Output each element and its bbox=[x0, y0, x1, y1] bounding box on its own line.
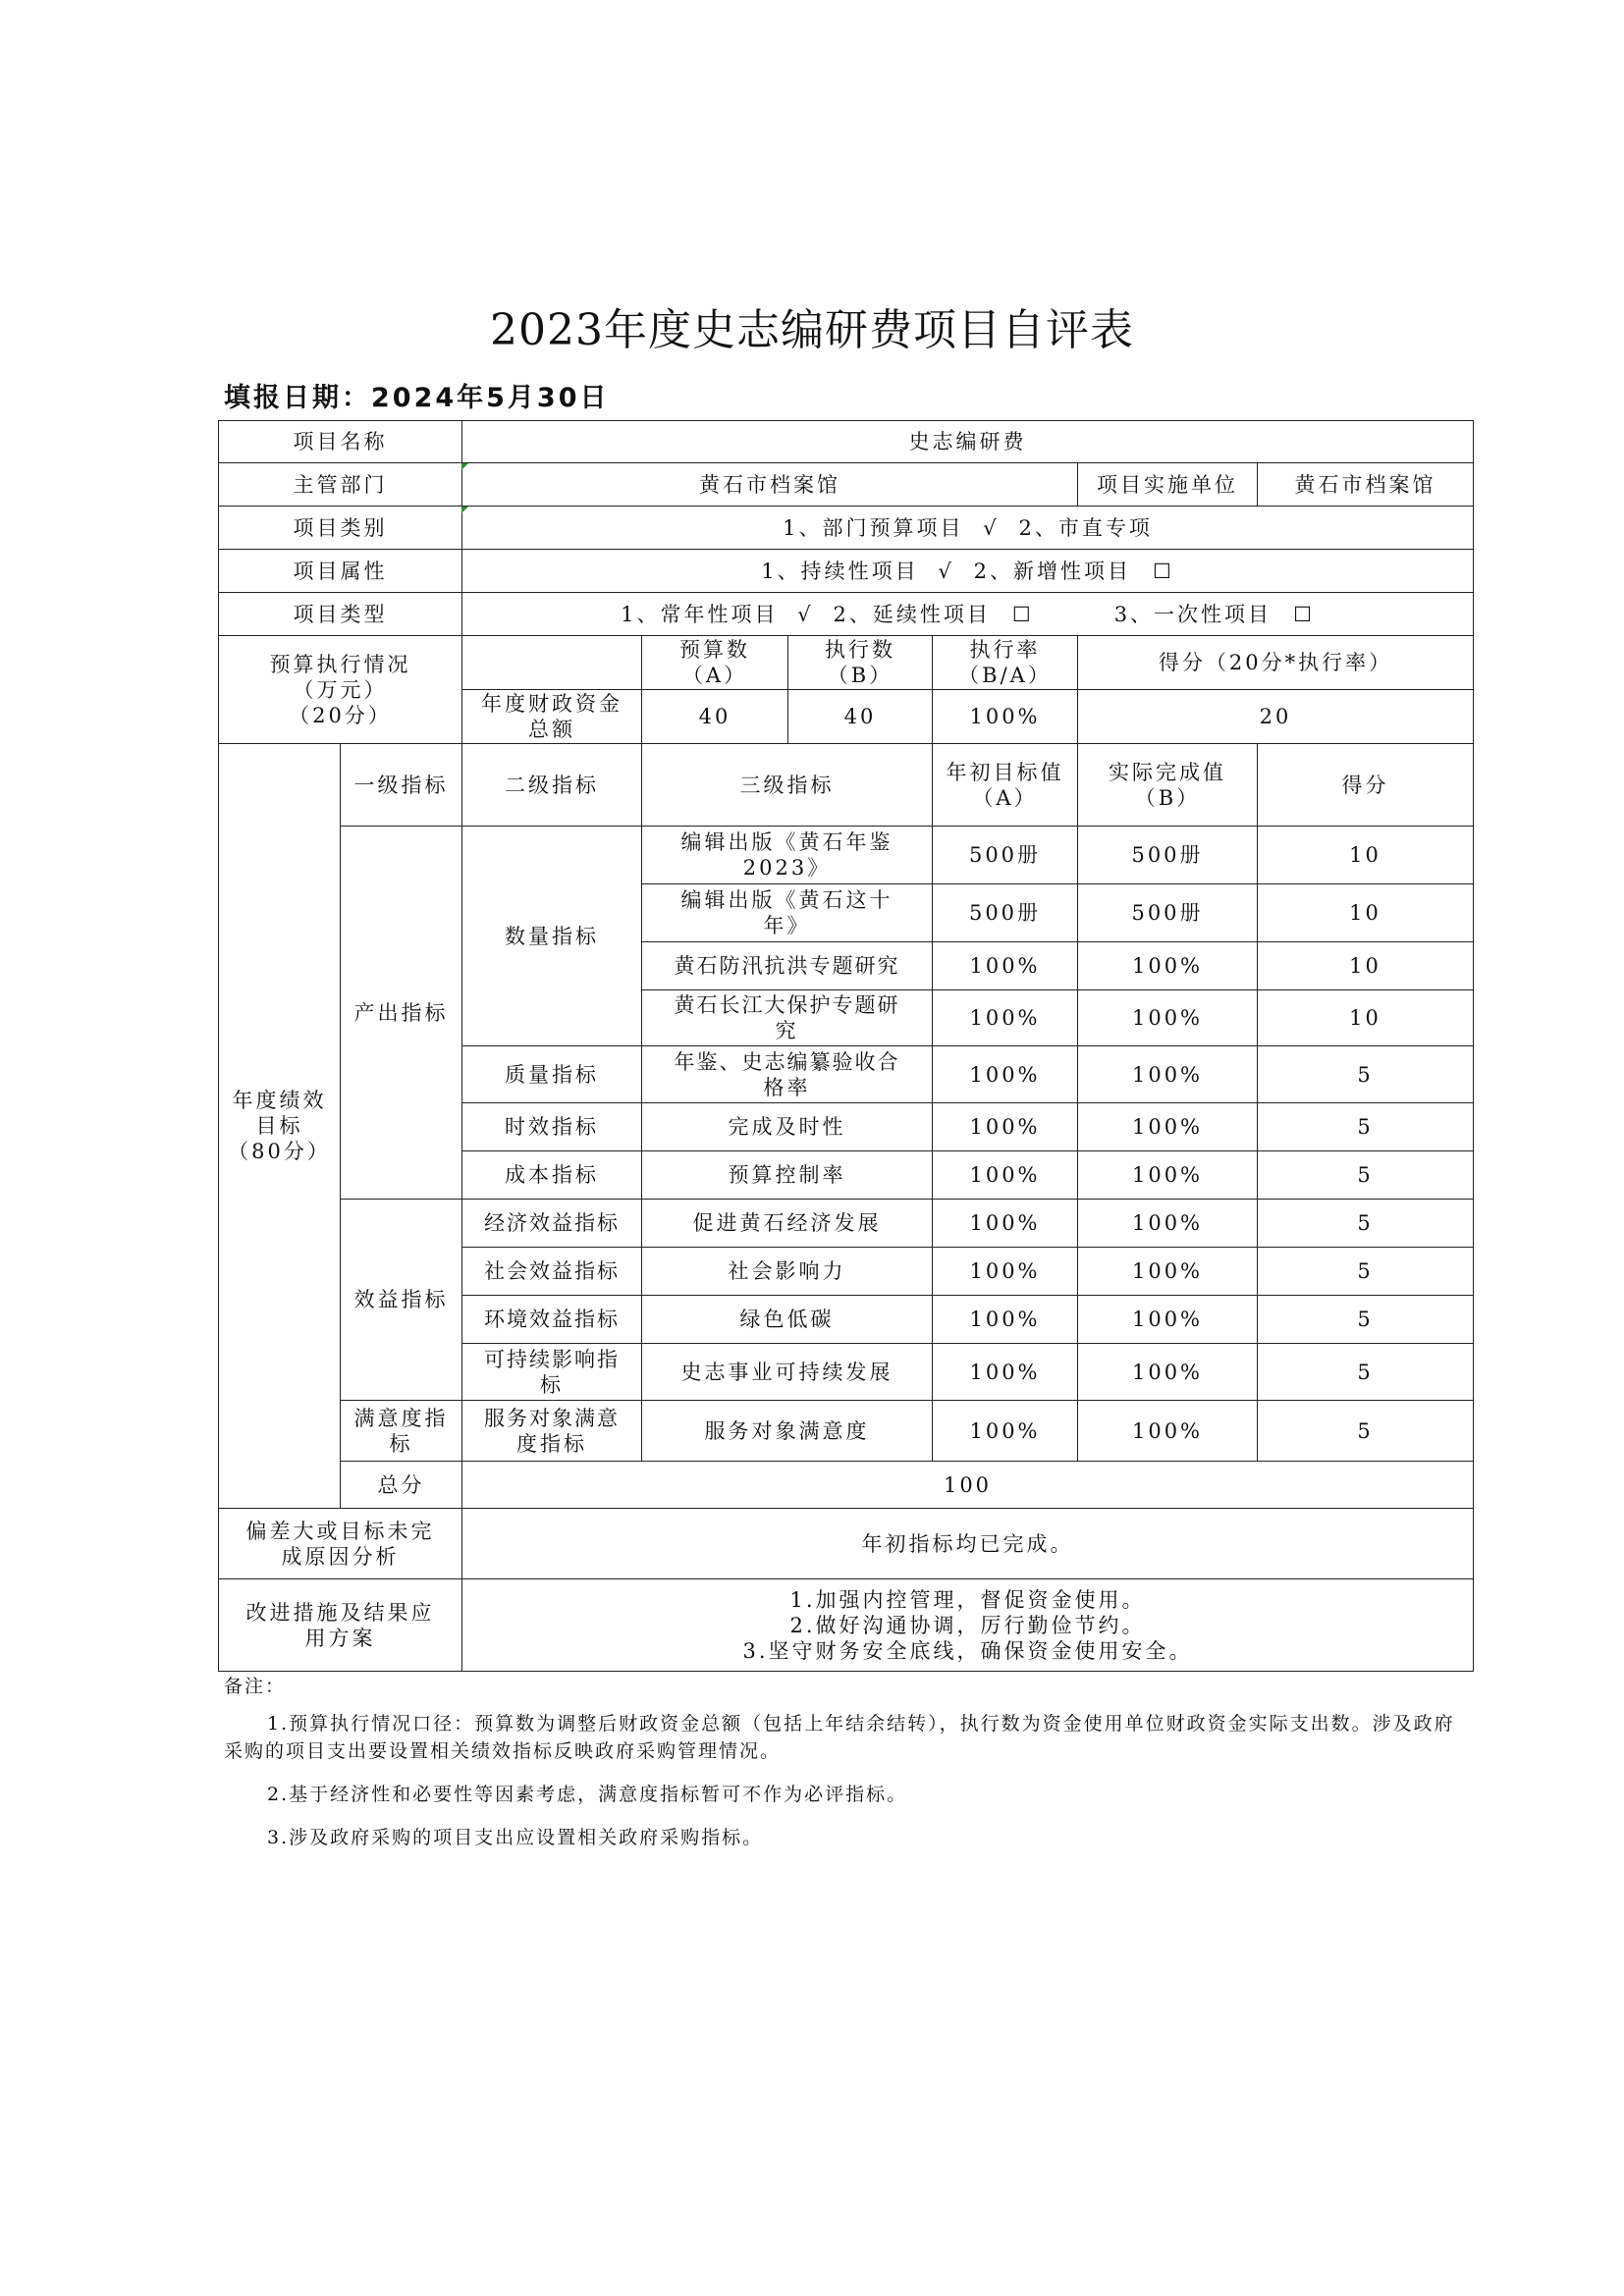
header-actual bbox=[1078, 744, 1258, 827]
col-rate-line1: 执行率 bbox=[969, 638, 1041, 662]
notes bbox=[224, 1673, 1473, 1867]
improvement-label-line2: 用方案 bbox=[304, 1626, 376, 1650]
dept-label: 主管部门 bbox=[219, 463, 462, 507]
sustain-indicator-label bbox=[462, 1344, 642, 1401]
deviation-label-line1: 偏差大或目标未完 bbox=[245, 1519, 435, 1543]
target-value: 100% bbox=[933, 1151, 1078, 1200]
header-target bbox=[933, 744, 1078, 827]
indicator-name: 完成及时性 bbox=[642, 1103, 933, 1151]
indicator-name-line2: 2023》 bbox=[742, 856, 832, 880]
header-level1: 一级指标 bbox=[341, 744, 462, 827]
sustain-label-line2: 标 bbox=[540, 1372, 564, 1397]
target-value: 100% bbox=[933, 942, 1078, 990]
indicator-name-line2: 究 bbox=[775, 1019, 799, 1042]
header-level2: 二级指标 bbox=[462, 744, 642, 827]
row-score: 5 bbox=[1258, 1103, 1474, 1151]
score-value: 20 bbox=[1078, 690, 1474, 744]
improvement-label-line1: 改进措施及结果应 bbox=[245, 1600, 435, 1625]
note-3: 3.涉及政府采购的项目支出应设置相关政府采购指标。 bbox=[267, 1827, 764, 1848]
satisfaction-label-line2: 标 bbox=[389, 1431, 413, 1456]
benefit-indicator-label: 效益指标 bbox=[341, 1200, 462, 1401]
indicator-name bbox=[642, 884, 933, 942]
budget-col-score: 得分（20分*执行率） bbox=[1078, 636, 1474, 690]
project-name-label: 项目名称 bbox=[219, 421, 462, 463]
budget-row-label-line2: 总额 bbox=[528, 718, 575, 741]
target-value: 500册 bbox=[933, 827, 1078, 884]
total-value: 100 bbox=[462, 1462, 1474, 1509]
type-label: 项目类型 bbox=[219, 593, 462, 636]
actual-value: 100% bbox=[1078, 1248, 1258, 1296]
department-row bbox=[219, 463, 1474, 507]
perf-label-line1: 年度绩效 bbox=[232, 1089, 327, 1112]
total-row bbox=[219, 1462, 1474, 1509]
cell-comment-marker bbox=[461, 507, 468, 513]
actual-value: 100% bbox=[1078, 942, 1258, 990]
type-opt3: 3、一次性项目 bbox=[1113, 602, 1272, 626]
target-value: 100% bbox=[933, 990, 1078, 1046]
row-score: 5 bbox=[1258, 1344, 1474, 1401]
col-budget-line1: 预算数 bbox=[679, 638, 750, 662]
satisfaction-label-line1: 满意度指 bbox=[353, 1406, 449, 1430]
actual-value: 100% bbox=[1078, 1344, 1258, 1401]
note-2: 2.基于经济性和必要性等因素考虑，满意度指标暂可不作为必评指标。 bbox=[267, 1784, 908, 1805]
row-score: 5 bbox=[1258, 1151, 1474, 1200]
header-level3: 三级指标 bbox=[642, 744, 933, 827]
col-rate-line2: （B/A） bbox=[958, 664, 1052, 687]
attribute-row bbox=[219, 550, 1474, 593]
notes-head: 备注： bbox=[224, 1676, 287, 1697]
indicator-name: 绿色低碳 bbox=[642, 1296, 933, 1344]
improvement-line3: 3.坚守财务安全底线，确保资金使用安全。 bbox=[742, 1638, 1193, 1663]
service-label-line2: 度指标 bbox=[516, 1431, 587, 1456]
rate-value: 100% bbox=[933, 690, 1078, 744]
table-row bbox=[219, 827, 1474, 884]
indicator-name bbox=[642, 1046, 933, 1103]
type-options bbox=[462, 593, 1474, 636]
impl-value: 黄石市档案馆 bbox=[1258, 463, 1474, 507]
category-options bbox=[462, 507, 1474, 550]
col-budget-line2: （A） bbox=[681, 664, 748, 687]
improvement-label bbox=[219, 1579, 462, 1672]
output-indicator-label: 产出指标 bbox=[341, 827, 462, 1200]
target-value: 100% bbox=[933, 1103, 1078, 1151]
indicator-name-line2: 年》 bbox=[763, 914, 811, 937]
budget-value: 40 bbox=[642, 690, 788, 743]
cell-comment-marker bbox=[461, 463, 468, 470]
checkbox-empty-icon: ☐ bbox=[1011, 602, 1034, 626]
fill-date: 填报日期：2024年5月30日 bbox=[224, 383, 610, 413]
social-indicator-label: 社会效益指标 bbox=[462, 1248, 642, 1296]
attr-label: 项目属性 bbox=[219, 550, 462, 593]
type-opt1: 1、常年性项目 bbox=[621, 602, 779, 626]
environment-indicator-label: 环境效益指标 bbox=[462, 1296, 642, 1344]
indicator-name-line2: 格率 bbox=[763, 1075, 811, 1099]
perf-label-line2: 目标 bbox=[255, 1114, 303, 1138]
performance-header-row bbox=[219, 744, 1474, 827]
row-score: 10 bbox=[1258, 942, 1474, 990]
budget-values bbox=[642, 690, 933, 744]
improvement-value bbox=[462, 1579, 1474, 1672]
timeliness-indicator-label: 时效指标 bbox=[462, 1103, 642, 1151]
category-opt1: 1、部门预算项目 bbox=[783, 515, 964, 540]
actual-value: 100% bbox=[1078, 990, 1258, 1046]
budget-row-label-line1: 年度财政资金 bbox=[481, 692, 623, 716]
actual-value: 100% bbox=[1078, 1401, 1258, 1462]
indicator-name-line1: 编辑出版《黄石年鉴 bbox=[680, 830, 893, 854]
service-indicator-label bbox=[462, 1401, 642, 1462]
row-score: 5 bbox=[1258, 1046, 1474, 1103]
budget-label-line1: 预算执行情况 bbox=[269, 652, 411, 676]
checkbox-empty-icon: ☐ bbox=[1152, 559, 1174, 583]
actual-value: 500册 bbox=[1078, 884, 1258, 942]
attr-options bbox=[462, 550, 1474, 593]
target-value: 100% bbox=[933, 1046, 1078, 1103]
target-value: 100% bbox=[933, 1296, 1078, 1344]
indicator-name-line1: 黄石长江大保护专题研 bbox=[674, 993, 900, 1017]
row-score: 10 bbox=[1258, 827, 1474, 884]
performance-label bbox=[219, 744, 341, 1509]
dept-value: 黄石市档案馆 bbox=[462, 463, 1078, 507]
table-row bbox=[219, 1401, 1474, 1462]
indicator-name: 服务对象满意度 bbox=[642, 1401, 933, 1462]
actual-value: 100% bbox=[1078, 1046, 1258, 1103]
check-mark-icon: √ bbox=[797, 602, 814, 626]
note-1: 1.预算执行情况口径：预算数为调整后财政资金总额（包括上年结余结转），执行数为资金使用单位财政资金实际支出数。涉及政府采购的项目支出要设置相关绩效指标反映政府采购管理情况。 bbox=[224, 1713, 1455, 1762]
budget-label-line2: （万元） bbox=[293, 677, 388, 702]
exec-value: 40 bbox=[843, 705, 877, 728]
budget-label bbox=[219, 636, 462, 744]
deviation-label-line2: 成原因分析 bbox=[281, 1544, 400, 1569]
deviation-row bbox=[219, 1509, 1474, 1579]
service-label-line1: 服务对象满意 bbox=[484, 1406, 620, 1430]
row-score: 10 bbox=[1258, 990, 1474, 1046]
indicator-name: 社会影响力 bbox=[642, 1248, 933, 1296]
actual-value: 100% bbox=[1078, 1103, 1258, 1151]
category-label: 项目类别 bbox=[219, 507, 462, 550]
project-name-value: 史志编研费 bbox=[462, 421, 1474, 463]
perf-label-line3: （80分） bbox=[228, 1140, 331, 1163]
row-score: 5 bbox=[1258, 1401, 1474, 1462]
actual-value: 100% bbox=[1078, 1151, 1258, 1200]
improvement-line2: 2.做好沟通协调，厉行勤俭节约。 bbox=[789, 1613, 1146, 1637]
total-label: 总分 bbox=[341, 1462, 462, 1509]
col-exec-line1: 执行数 bbox=[825, 638, 895, 662]
satisfaction-indicator-label bbox=[341, 1401, 462, 1462]
cost-indicator-label: 成本指标 bbox=[462, 1151, 642, 1200]
row-score: 5 bbox=[1258, 1200, 1474, 1248]
self-evaluation-table bbox=[218, 420, 1474, 1672]
checkbox-empty-icon: ☐ bbox=[1293, 602, 1315, 626]
economic-indicator-label: 经济效益指标 bbox=[462, 1200, 642, 1248]
indicator-name: 预算控制率 bbox=[642, 1151, 933, 1200]
header-actual-line1: 实际完成值 bbox=[1109, 760, 1226, 784]
indicator-name-line1: 编辑出版《黄石这十 bbox=[680, 888, 893, 912]
quantity-indicator-label: 数量指标 bbox=[462, 827, 642, 1046]
header-target-line1: 年初目标值 bbox=[946, 760, 1064, 784]
indicator-name: 促进黄石经济发展 bbox=[642, 1200, 933, 1248]
improvement-row bbox=[219, 1579, 1474, 1672]
header-actual-line2: （B） bbox=[1134, 785, 1201, 810]
page-title: 2023年度史志编研费项目自评表 bbox=[490, 305, 1134, 355]
deviation-value: 年初指标均已完成。 bbox=[462, 1509, 1474, 1579]
type-row bbox=[219, 593, 1474, 636]
actual-value: 100% bbox=[1078, 1200, 1258, 1248]
col-exec-line2: （B） bbox=[827, 664, 893, 687]
target-value: 100% bbox=[933, 1200, 1078, 1248]
indicator-name: 黄石防汛抗洪专题研究 bbox=[642, 942, 933, 990]
check-mark-icon: √ bbox=[983, 515, 1000, 540]
actual-value: 100% bbox=[1078, 1296, 1258, 1344]
budget-label-line3: （20分） bbox=[289, 703, 392, 727]
impl-label: 项目实施单位 bbox=[1078, 463, 1258, 507]
category-opt2: 2、市直专项 bbox=[1018, 515, 1153, 540]
row-score: 5 bbox=[1258, 1296, 1474, 1344]
sustain-label-line1: 可持续影响指 bbox=[484, 1347, 620, 1371]
budget-row-label bbox=[462, 690, 642, 744]
target-value: 100% bbox=[933, 1401, 1078, 1462]
indicator-name-line1: 年鉴、史志编纂验收合 bbox=[674, 1049, 900, 1074]
row-score: 5 bbox=[1258, 1248, 1474, 1296]
attr-opt2: 2、新增性项目 bbox=[973, 559, 1131, 583]
target-value: 100% bbox=[933, 1344, 1078, 1401]
project-name-row bbox=[219, 421, 1474, 463]
check-mark-icon: √ bbox=[938, 559, 954, 583]
indicator-name: 史志事业可持续发展 bbox=[642, 1344, 933, 1401]
improvement-line1: 1.加强内控管理，督促资金使用。 bbox=[789, 1587, 1146, 1612]
indicator-name bbox=[642, 827, 933, 884]
target-value: 500册 bbox=[933, 884, 1078, 942]
target-value: 100% bbox=[933, 1248, 1078, 1296]
indicator-name bbox=[642, 990, 933, 1046]
actual-value: 500册 bbox=[1078, 827, 1258, 884]
budget-header-row bbox=[219, 636, 1474, 690]
budget-blank-cell bbox=[462, 636, 642, 690]
type-opt2: 2、延续性项目 bbox=[833, 602, 991, 626]
quality-indicator-label: 质量指标 bbox=[462, 1046, 642, 1103]
deviation-label bbox=[219, 1509, 462, 1579]
row-score: 10 bbox=[1258, 884, 1474, 942]
attr-opt1: 1、持续性项目 bbox=[761, 559, 919, 583]
header-score: 得分 bbox=[1258, 744, 1474, 827]
budget-col-rate bbox=[933, 636, 1078, 690]
budget-col-budget bbox=[642, 636, 933, 690]
table-row bbox=[219, 1200, 1474, 1248]
category-row bbox=[219, 507, 1474, 550]
header-target-line2: （A） bbox=[972, 785, 1038, 810]
